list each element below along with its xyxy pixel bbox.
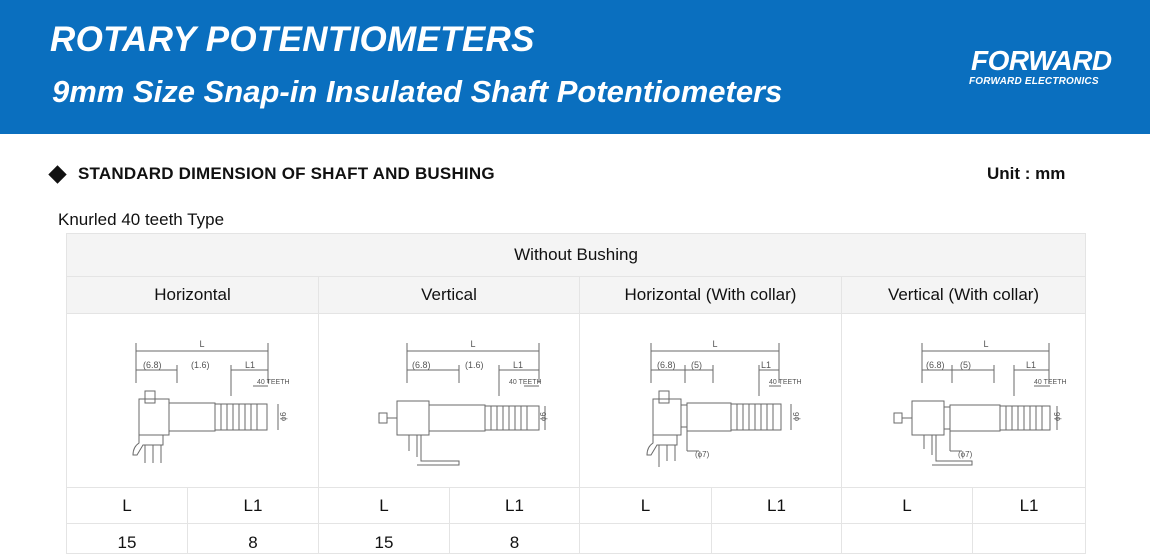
shaft-drawing-horizontal-collar: [611, 321, 811, 481]
teeth-label: 40 TEETH: [1033, 378, 1067, 386]
table-cell: 15: [67, 524, 188, 554]
dim-L-label: L: [983, 338, 989, 349]
diameter-label: ϕ6: [539, 411, 548, 421]
dim-L1-label: L1: [760, 359, 771, 370]
dim-L-label: L: [470, 338, 476, 349]
col-header-L: L: [67, 488, 188, 524]
table-cell: [842, 524, 973, 554]
shaft-drawing-vertical-collar: [864, 321, 1067, 481]
table-cell: 8: [450, 524, 580, 554]
table-cell: [580, 524, 712, 554]
unit-label: Unit : mm: [987, 164, 1066, 183]
drawing-cell-horizontal-collar: [580, 314, 842, 488]
teeth-label: 40 TEETH: [256, 378, 290, 386]
col-header-L: L: [842, 488, 973, 524]
teeth-label: 40 TEETH: [768, 378, 802, 386]
drawing-cell-vertical: [319, 314, 580, 488]
dim-L1-label: L1: [244, 359, 255, 370]
shaft-drawing-vertical: [349, 321, 549, 481]
drawing-cell-vertical-collar: [842, 314, 1086, 488]
table-cell: [973, 524, 1086, 554]
collar-diameter-label: (ϕ7): [694, 449, 709, 459]
col-header-L: L: [580, 488, 712, 524]
section-title: STANDARD DIMENSION OF SHAFT AND BUSHING: [78, 164, 495, 183]
orientation-vertical: Vertical: [319, 277, 580, 314]
diameter-label: ϕ6: [278, 411, 288, 421]
dim-6-8-label: (6.8): [925, 359, 945, 370]
dim-6-8-label: (6.8): [656, 359, 676, 370]
page-header: [0, 0, 1150, 134]
orientation-vertical-collar: Vertical (With collar): [842, 277, 1086, 314]
col-header-L: L: [319, 488, 450, 524]
section-heading: [49, 163, 495, 185]
orientation-horizontal: Horizontal: [67, 277, 319, 314]
diamond-bullet-icon: [48, 165, 66, 183]
table-cell: 15: [319, 524, 450, 554]
dim-L-label: L: [198, 338, 205, 349]
table-row: [67, 524, 1086, 554]
col-header-L1: L1: [712, 488, 842, 524]
dim-6-8-label: (6.8): [412, 359, 431, 370]
dim-L-label: L: [711, 338, 718, 349]
col-header-L1: L1: [188, 488, 319, 524]
drawing-cell-horizontal: [67, 314, 319, 488]
col-header-L1: L1: [450, 488, 580, 524]
page-subtitle: 9mm Size Snap-in Insulated Shaft Potentiometers: [52, 74, 783, 109]
dim-L1-label: L1: [513, 359, 524, 370]
dim-5-label: (5): [690, 359, 702, 370]
page-title: ROTARY POTENTIOMETERS: [50, 20, 535, 59]
dim-5-label: (5): [959, 359, 971, 370]
teeth-label: 40 TEETH: [509, 378, 542, 386]
group-header: Without Bushing: [67, 234, 1086, 277]
dim-1-6-label: (1.6): [465, 359, 484, 370]
table-cell: [712, 524, 842, 554]
dimension-table: [66, 233, 1086, 554]
col-header-L1: L1: [973, 488, 1086, 524]
diameter-label: ϕ6: [791, 411, 801, 421]
shaft-drawing-horizontal: [93, 321, 293, 481]
dim-L1-label: L1: [1025, 359, 1036, 370]
type-label: Knurled 40 teeth Type: [58, 210, 225, 229]
dim-1-6-label: (1.6): [190, 359, 210, 370]
table-cell: 8: [188, 524, 319, 554]
logo-wordmark: FORWARD: [971, 45, 1112, 76]
collar-diameter-label: (ϕ7): [957, 449, 972, 459]
orientation-horizontal-collar: Horizontal (With collar): [580, 277, 842, 314]
diameter-label: ϕ6: [1052, 411, 1062, 421]
company-logo: [965, 46, 1115, 90]
dim-6-8-label: (6.8): [142, 359, 162, 370]
logo-tagline: FORWARD ELECTRONICS: [969, 76, 1099, 87]
